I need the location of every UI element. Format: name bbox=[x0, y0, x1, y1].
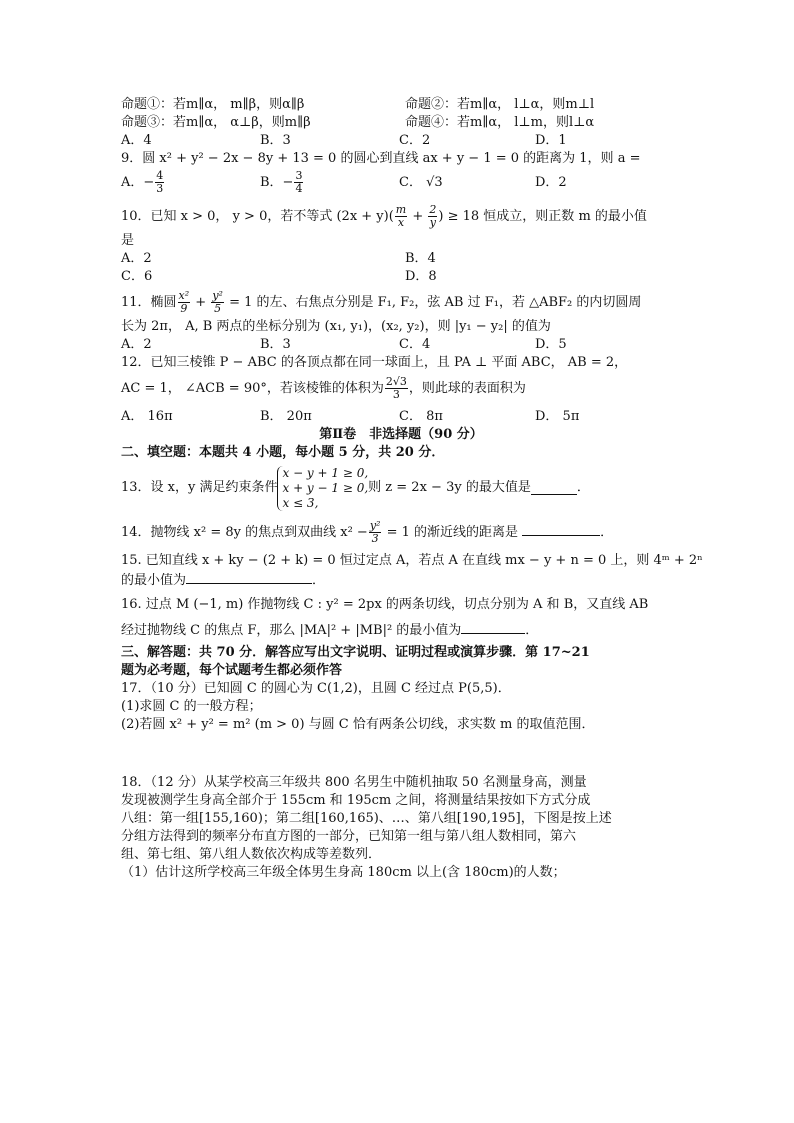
proposition-4: 命题④：若m∥α， l⊥m，则l⊥α bbox=[405, 115, 595, 130]
q16-stem: 16. 过点 M (−1, m) 作抛物线 C : y² = 2px 的两条切线，切点分别为 A 和 B，又直线 AB bbox=[121, 597, 649, 612]
section-title-part2: 第Ⅱ卷 非选择题（90 分） bbox=[319, 427, 483, 442]
q10-option-d: D．8 bbox=[405, 269, 437, 284]
fraction: $\frac{\text{x²}}{9}$ bbox=[178, 289, 190, 315]
q12-stem-cont: AC = 1， ∠ACB = 90°，若该棱锥的体积为 $\frac{2√3}{3}$ ，则此球的表面积为 bbox=[121, 375, 526, 401]
q10-option-a: A．2 bbox=[121, 251, 152, 266]
q18-stem-2: 发现被测学生身高全部介于 155cm 和 195cm 之间，将测量结果按如下方式分成 bbox=[121, 793, 591, 808]
q15-stem-cont: 的最小值为 ． bbox=[121, 570, 681, 590]
q11-stem: 11．椭圆 $\frac{\text{x²}}{9}$ + $\frac{\text{y²}}{5}$ = 1 的左、右焦点分别是 F₁, F₂，弦 AB 过 F₁，若 △ABF₂ 的内切圆周 bbox=[121, 289, 642, 315]
q8-option-b: B．3 bbox=[260, 133, 291, 148]
q9-stem: 9．圆 x² + y² − 2x − 8y + 13 = 0 的圆心到直线 ax + y − 1 = 0 的距离为 1，则 a = bbox=[121, 151, 641, 166]
q9-option-d: D．2 bbox=[535, 175, 567, 190]
q18-stem-1: 18．（12 分）从某学校高三年级共 800 名男生中随机抽取 50 名测量身高，测量 bbox=[121, 775, 587, 790]
fraction: $\frac{2}{y}$ bbox=[429, 203, 437, 229]
q9-options bbox=[121, 168, 681, 198]
q17-part-1: (1)求圆 C 的一般方程； bbox=[121, 699, 262, 714]
answer-blank[interactable] bbox=[186, 570, 312, 584]
q11-option-a: A．2 bbox=[121, 337, 152, 352]
proposition-1: 命题①：若m∥α， m∥β，则α∥β bbox=[121, 97, 305, 112]
q8-row-2 bbox=[121, 114, 681, 132]
q10-options-1 bbox=[121, 250, 681, 268]
q10-stem-cont: 是 bbox=[121, 233, 135, 248]
answer-blank[interactable] bbox=[531, 481, 577, 495]
fraction: $\frac{2√3}{3}$ bbox=[385, 375, 407, 401]
fraction: $\frac{3}{4}$ bbox=[295, 169, 303, 195]
fraction: $\frac{\text{y²}}{3}$ bbox=[369, 519, 381, 545]
answer-blank[interactable] bbox=[461, 620, 525, 634]
q11-option-d: D．5 bbox=[535, 337, 567, 352]
q9-option-c: C． √3 bbox=[399, 175, 443, 190]
q11-stem-cont: 长为 2π， A, B 两点的坐标分别为 (x₁, y₁)，(x₂, y₂)，则 |y₁ − y₂| 的值为 bbox=[121, 319, 551, 334]
section-header-solve: 三、解答题：共 70 分．解答应写出文字说明、证明过程或演算步骤．第 17~21 bbox=[121, 645, 590, 660]
q18-stem-5: 组、第七组、第八组人数依次构成等差数列． bbox=[121, 847, 382, 862]
q12-stem: 12．已知三棱锥 P − ABC 的各顶点都在同一球面上，且 PA ⊥ 平面 ABC， AB = 2， bbox=[121, 355, 628, 370]
q12-option-d: D． 5π bbox=[535, 409, 580, 424]
q10-options-2 bbox=[121, 268, 681, 286]
q13-stem: 13．设 x，y 满足约束条件 x − y + 1 ≥ 0, x + y − 1 ≥ 0, x ≤ 3, 则 z = 2x − 3y 的最大值是 ． bbox=[121, 465, 590, 510]
q11-options bbox=[121, 336, 681, 354]
q18-stem-4: 分组方法得到的频率分布直方图的一部分，已知第一组与第八组人数相同，第六 bbox=[121, 829, 577, 844]
constraint-system: x − y + 1 ≥ 0, x + y − 1 ≥ 0, x ≤ 3, bbox=[277, 466, 368, 511]
q18-stem-3: 八组：第一组[155,160)；第二组[160,165)、…、第八组[190,195]，下图是按上述 bbox=[121, 811, 612, 826]
q15-stem: 15. 已知直线 x + ky − (2 + k) = 0 恒过定点 A，若点 A 在直线 mx − y + n = 0 上，则 4ᵐ + 2ⁿ bbox=[121, 553, 703, 568]
q8-option-d: D．1 bbox=[535, 133, 567, 148]
q9-option-b: B．− $\frac{3}{4}$ bbox=[260, 169, 303, 195]
q17-stem: 17．（10 分）已知圆 C 的圆心为 C(1,2)，且圆 C 经过点 P(5,5)． bbox=[121, 681, 511, 696]
q18-part-1: （1）估计这所学校高三年级全体男生身高 180cm 以上(含 180cm)的人数； bbox=[121, 865, 566, 880]
q16-stem-cont: 经过抛物线 C 的焦点 F，那么 |MA|² + |MB|² 的最小值为 ． bbox=[121, 620, 681, 640]
q12-option-b: B． 20π bbox=[260, 409, 312, 424]
q10-option-b: B．4 bbox=[405, 251, 436, 266]
q8-option-c: C．2 bbox=[399, 133, 431, 148]
q17-part-2: (2)若圆 x² + y² = m² (m > 0) 与圆 C 恰有两条公切线，求实数 m 的取值范围． bbox=[121, 717, 595, 732]
q8-option-a: A．4 bbox=[121, 133, 152, 148]
q10-stem: 10．已知 x > 0， y > 0，若不等式 (2x + y)( $\frac{m}{x}$ + $\frac{2}{y}$ ) ≥ 18 恒成立，则正数 m 的最小值 bbox=[121, 203, 647, 229]
q11-option-b: B．3 bbox=[260, 337, 291, 352]
section-header-solve-cont: 题为必考题，每个试题考生都必须作答 bbox=[121, 663, 343, 678]
proposition-2: 命题②：若m∥α， l⊥α，则m⊥l bbox=[405, 97, 595, 112]
fraction: $\frac{\text{y²}}{5}$ bbox=[212, 289, 223, 315]
q10-option-c: C．6 bbox=[121, 269, 153, 284]
proposition-3: 命题③：若m∥α， α⊥β，则m∥β bbox=[121, 115, 311, 130]
q8-row-1 bbox=[121, 96, 681, 114]
q12-option-c: C． 8π bbox=[399, 409, 443, 424]
section-header-fill: 二、填空题：本题共 4 小题，每小题 5 分，共 20 分． bbox=[121, 445, 445, 460]
answer-blank[interactable] bbox=[522, 522, 600, 536]
q14-stem: 14．抛物线 x² = 8y 的焦点到双曲线 x² − $\frac{\text{y²}}{3}$ = 1 的渐近线的距离是 ． bbox=[121, 519, 614, 545]
q9-option-a: A．− $\frac{4}{3}$ bbox=[121, 169, 164, 195]
q12-options bbox=[121, 408, 681, 426]
exam-page bbox=[121, 96, 703, 882]
q11-option-c: C．4 bbox=[399, 337, 431, 352]
q12-option-a: A． 16π bbox=[121, 409, 173, 424]
fraction: $\frac{m}{x}$ bbox=[395, 203, 407, 229]
q8-options bbox=[121, 132, 681, 150]
fraction: $\frac{4}{3}$ bbox=[156, 169, 164, 195]
